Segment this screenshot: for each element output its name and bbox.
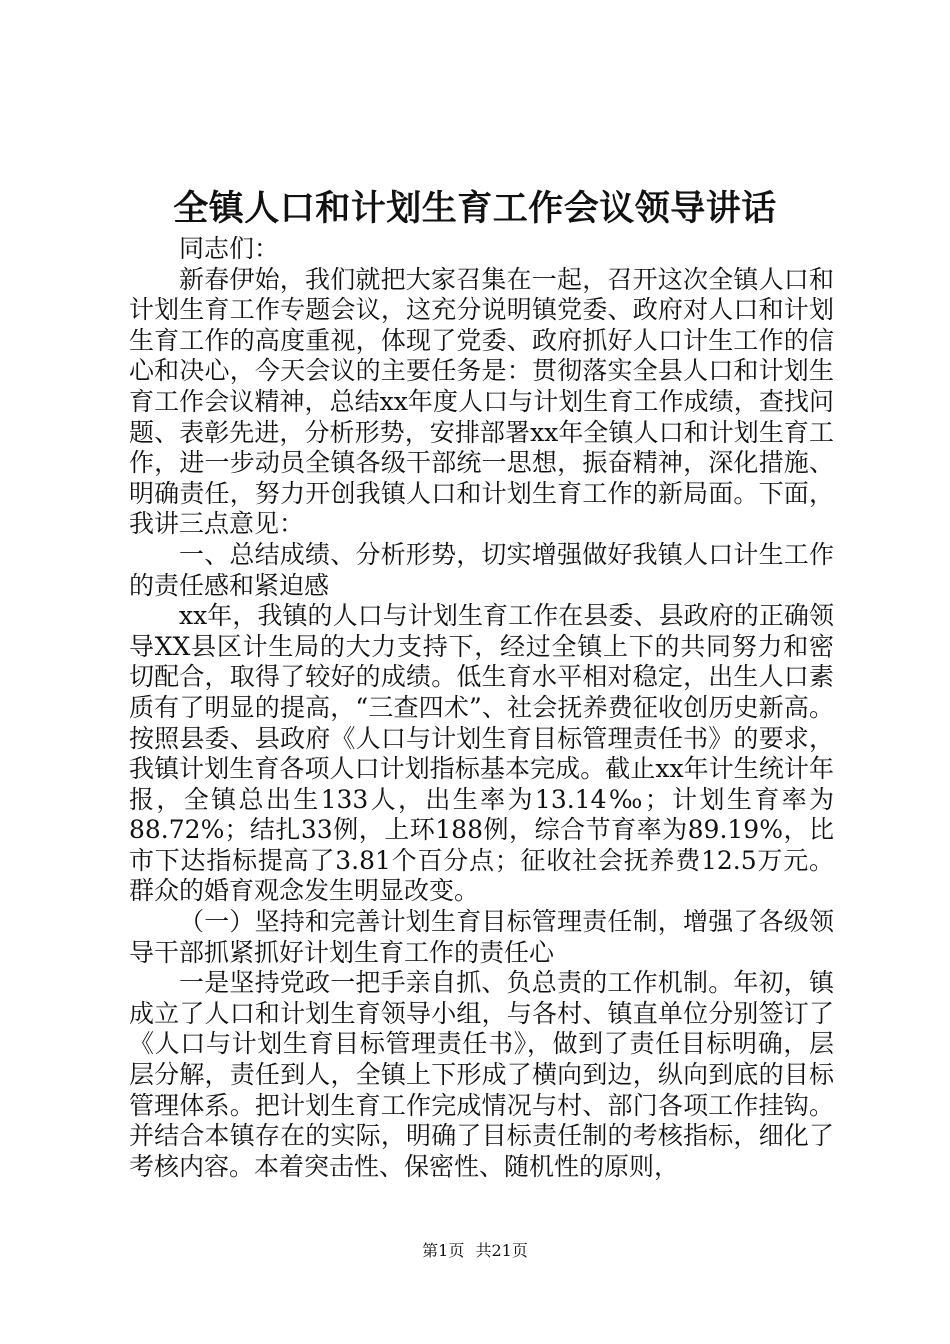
paragraph-section-heading: 一、总结成绩、分析形势，切实增强做好我镇人口计生工作的责任感和紧迫感 bbox=[129, 539, 834, 600]
paragraph-achievements: xx年，我镇的人口与计划生育工作在县委、县政府的正确领导XX县区计生局的大力支持下，经过全镇上下的共同努力和密切配合，取得了较好的成绩。低生育水平相对稳定，出生人口素质有了明显的提高，“三查四术”、社会抚养费征收创历史新高。按照县委、县政府《人口与计划生育目标管理责任书》的要求，我镇计划生育各项人口计划指标基本完成。截止xx年计生统计年报，全镇总出生133人，出生率为13.14‰；计划生育率为88.72%；结扎33例，上环188例，综合节育率为89.19%，比市下达指标提高了3.81个百分点；征收社会抚养费12.5万元。群众的婚育观念发生明显改变。 bbox=[129, 601, 834, 906]
paragraph-subsection-heading: （一）坚持和完善计划生育目标管理责任制，增强了各级领导干部抓紧抓好计划生育工作的责任心 bbox=[129, 907, 834, 967]
page-number: 第1页 bbox=[422, 1241, 465, 1260]
page-total: 共21页 bbox=[475, 1241, 528, 1260]
document-body bbox=[129, 234, 834, 1182]
paragraph-opening: 新春伊始，我们就把大家召集在一起，召开这次全镇人口和计划生育工作专题会议，这充分说明镇党委、政府对人口和计划生育工作的高度重视，体现了党委、政府抓好人口计生工作的信心和决心，今天会议的主要任务是：贯彻落实全县人口和计划生育工作会议精神，总结xx年度人口与计划生育工作成绩，查找问题、表彰先进，分析形势，安排部署xx年全镇人口和计划生育工作，进一步动员全镇各级干部统一思想，振奋精神，深化措施、明确责任，努力开创我镇人口和计划生育工作的新局面。下面，我讲三点意见： bbox=[129, 264, 834, 539]
page-footer bbox=[0, 1239, 950, 1263]
document-title: 全镇人口和计划生育工作会议领导讲话 bbox=[173, 188, 777, 229]
paragraph-mechanism: 一是坚持党政一把手亲自抓、负总责的工作机制。年初，镇成立了人口和计划生育领导小组，与各村、镇直单位分别签订了《人口与计划生育目标管理责任书》，做到了责任目标明确，层层分解，责任到人，全镇上下形成了横向到边，纵向到底的目标管理体系。把计划生育工作完成情况与村、部门各项工作挂钩。并结合本镇存在的实际，明确了目标责任制的考核指标，细化了考核内容。本着突击性、保密性、随机性的原则， bbox=[129, 968, 834, 1181]
paragraph-salutation: 同志们： bbox=[179, 234, 280, 263]
